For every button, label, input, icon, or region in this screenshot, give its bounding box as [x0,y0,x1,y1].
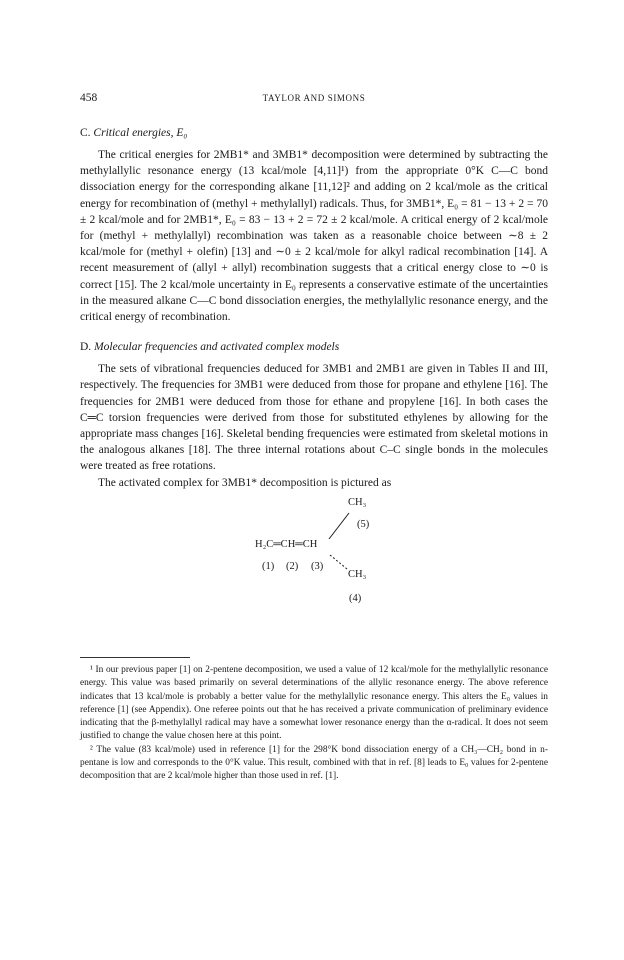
section-d-title: Molecular frequencies and activated complex models [94,341,340,354]
section-c-paragraph: The critical energies for 2MB1* and 3MB1* decomposition were determined by subtracting the methylallylic resonance energy (13 kcal/mole [4,11]¹) from the appropriate 0°K C—C bond dissociation energy for the corresponding alkane [11,12]² and adding on 2 kcal/mole as the critical energy for recombination of (methyl + methylallyl) radicals. Thus, for 3MB1*, E₀ = 81 − 13 + 2 = 70 ± 2 kcal/mole and for 2MB1*, E₀ = 83 − 13 + 2 = 72 ± 2 kcal/mole. A critical energy of 2 kcal/mole for (methyl + methylallyl) recombination was taken as a reasonable choice between ∼8 ± 2 kcal/mole for (methyl + olefin) [13] and ∼0 ± 2 kcal/mole for alkyl radical recombination [14]. A recent measurement of (allyl + allyl) recombination suggests that a critical energy close to ∼0 is correct [15]. The 2 kcal/mole uncertainty in E₀ represents a conservative estimate of the uncertainties in the measured alkane C—C bond dissociation energies, the methylallylic resonance energy, and the critical energy of recombination. [80,149,548,324]
label-3: (3) [311,560,324,572]
activated-complex-diagram [80,493,548,593]
label-4: (4) [349,592,362,604]
section-c-heading [80,125,548,141]
section-d-heading [80,339,548,355]
footnotes [80,664,548,784]
top-methyl-group: CH₃ [348,496,367,508]
running-head: TAYLOR AND SIMONS [262,93,366,103]
page-header [80,92,548,108]
label-2: (2) [286,560,299,572]
section-d-paragraph: The sets of vibrational frequencies deduced for 3MB1 and 2MB1 are given in Tables II and III, respectively. The frequencies for 3MB1 were deduced from those for propane and ethylene [16]. The frequencies for 2MB1 were deduced from those for ethane and propylene [16]. In both cases the C═C torsion frequencies were derived from those for substituted ethylenes by allowing for the appropriate mass changes [16]. Skeletal bending frequencies were estimated from skeletal motions in the analogous alkanes [18]. The three internal rotations about C–C single bonds in the molecules were treated as free rotations. [80,363,548,473]
label-1: (1) [262,560,275,572]
page-number: 458 [80,92,98,104]
footnote-rule [80,657,190,658]
bottom-methyl-group: CH₃ [348,568,367,580]
main-content [80,125,548,607]
section-c-label: C. [80,127,91,139]
section-d-label: D. [80,341,92,354]
activated-complex-sentence: The activated complex for 3MB1* decomposition is pictured as [98,476,392,489]
footnote-1: ¹ In our previous paper [1] on 2-pentene decomposition, we used a value of 12 kcal/mole for the methylallylic resonance energy. This value was based primarily on several determinations of the allylic resonance energy. The above reference indicates that 13 kcal/mole is probably a better value for the methylallylic resonance energy. This alters the E₀ values in reference [1] (see Appendix). One referee points out that he has received a private communication of preliminary evidence indicating that the β-methylallyl radical may have a somewhat lower resonance energy than the α-radical. It does not seem justified to change the value chosen here at this point. [80,665,548,742]
label-5: (5) [357,518,370,530]
footnote-2: ² The value (83 kcal/mole) used in reference [1] for the 298°K bond dissociation energy of a CH₃—CH₂ bond in n-pentane is low and corresponds to the 0°K value. This result, combined with that in ref. [8] leads to E₀ values for 2-pentene decomposition that are 2 kcal/mole higher than those used in ref. [1]. [80,744,548,782]
carbon-chain: H₂C═CH═CH [255,538,318,550]
section-c-title: Critical energies, E₀ [93,127,188,139]
